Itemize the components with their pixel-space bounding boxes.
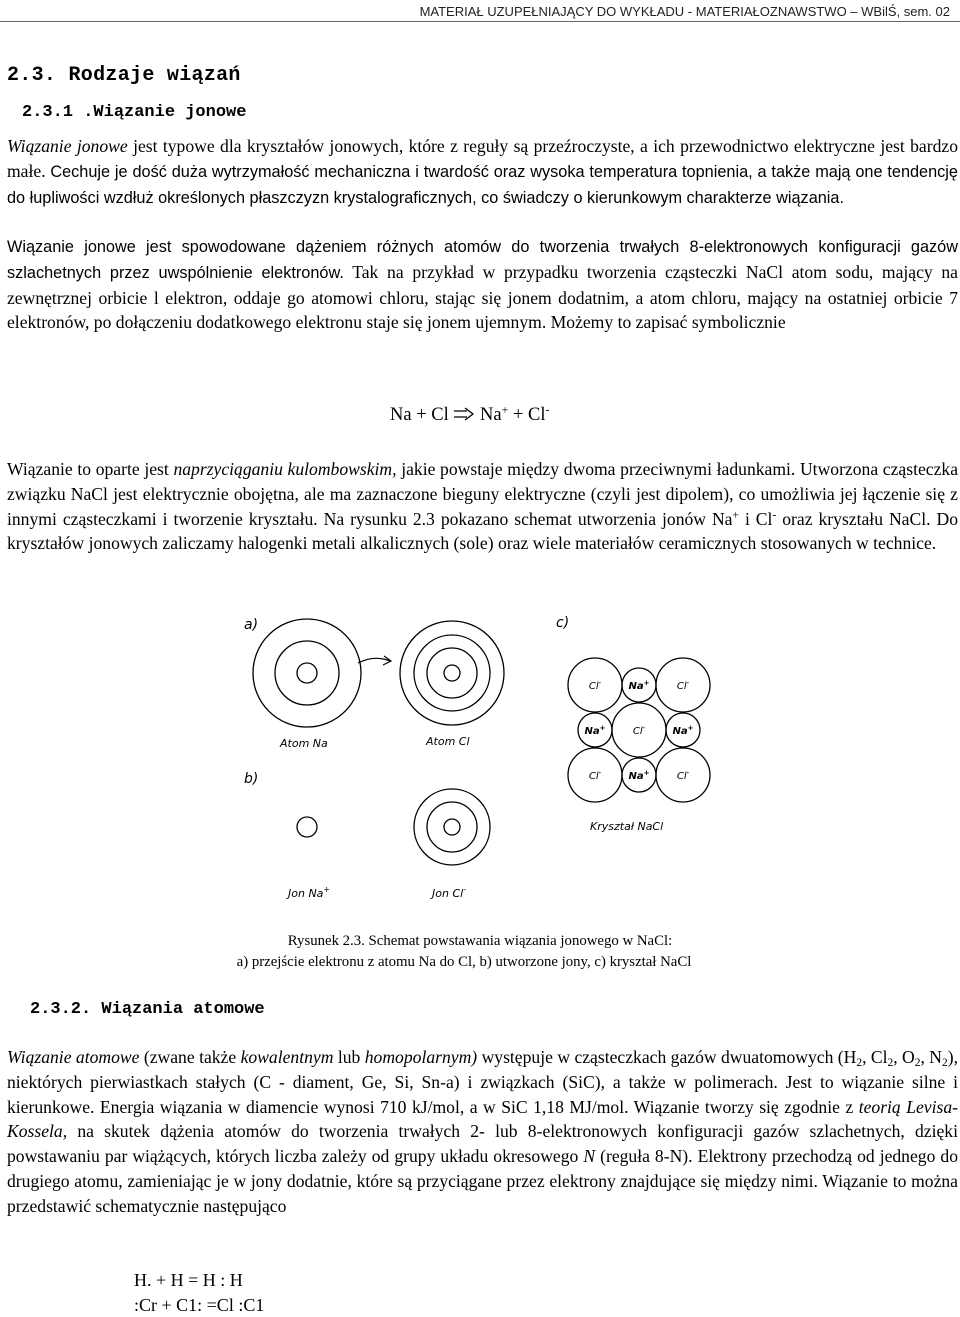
subscript: 2: [856, 1056, 863, 1069]
na-text: Na: [628, 771, 644, 782]
crystal-na-label: [629, 679, 650, 692]
cl-charge: -: [642, 724, 646, 732]
text-run: ), niektórych pierwiastkach stałych (C - diament, Ge, Si, Sn-a) i związkach (SiC), a także w polimerach. Jest to wiązanie silne i kierunkowe. Energia wiązania w diamencie wynosi 710 kJ/mol, a w SiC 1,18 MJ/mol. Wiązanie tworzy się zgodnie z: [7, 1047, 958, 1117]
cl-charge: -: [686, 679, 690, 687]
crystal-cl-label: [633, 724, 646, 737]
na-charge: +: [643, 679, 650, 687]
text-run: (zwane także: [139, 1047, 241, 1067]
term-ionic-bond: Wiązanie jonowe: [7, 136, 128, 156]
text-run: (reguła 8-N). Elektrony przechodzą od jednego do drugiego atomu, zamieniając je w jony dodatnie, które są przyciągane przez elektrony znajdujące się między nimi. Wiązanie to można przedstawić schematycznie następująco: [7, 1146, 958, 1216]
text-run: oraz kryształu NaCl. Do kryształów jonowych zaliczamy halogenki metali alkalicznych (sole) oraz wiele materiałów ceramicznych stosowanych w technice.: [7, 508, 958, 554]
text-run: , Cl: [862, 1047, 888, 1067]
header-rule: [0, 21, 960, 22]
crystal-cl-label: [589, 769, 602, 782]
paragraph-ionic-1-text: jest typowe dla kryształów jonowych, które z reguły są przeźroczyste, a ich przewodnictwo elektryczne jest bardzo małe.: [7, 136, 958, 181]
cl-text: Cl: [588, 771, 599, 782]
superscript: +: [732, 509, 739, 522]
superscript: -: [772, 509, 777, 522]
na-text: Na: [672, 726, 688, 737]
ion-na-text: Jon Na: [288, 887, 324, 900]
figure-caption: [0, 931, 960, 973]
term-atomic-bond: Wiązanie atomowe: [7, 1047, 140, 1067]
term-covalent: kowalentnym: [240, 1047, 334, 1067]
crystal-ion-labels: [585, 679, 694, 782]
ion-na-diagram: [297, 817, 317, 837]
text-run: na skutek dążenia atomów do tworzenia trwałych 2- lub 8-elektronowych konfiguracji gazów szlachetnych, dzięki powstawaniu par wiążących, których liczba zależy od grupy układu okresowego: [7, 1121, 958, 1167]
subscript: 2: [914, 1056, 921, 1069]
na-text: Na: [584, 726, 600, 737]
implies-arrow-icon: [453, 407, 475, 421]
na-text: Na: [628, 681, 644, 692]
section-title: 2.3. Rodzaje wiązań: [7, 64, 241, 87]
paragraph-ionic-2-text: Tak na przykład w przypadku tworzenia cząsteczki NaCl atom sodu, mający na zewnętrznej orbicie l elektron, oddaje go atomowi chloru, stając się jonem dodatnim, a atom chloru, mający na ostatniej orbicie 7 elektronów, po dołączeniu dodatkowego elektronu staje się jonem ujemnym. Możemy to zapisać symbolicznie: [7, 261, 958, 333]
text-run: występuje w cząsteczkach gazów dwuatomowych (H: [477, 1047, 857, 1067]
equation-cl-charge: -: [545, 402, 550, 417]
paragraph-ionic-1: [7, 134, 958, 210]
cl-text: Cl: [676, 681, 687, 692]
equation-na-charge: +: [501, 402, 509, 417]
atom-cl-diagram: [400, 621, 504, 725]
paragraph-ionic-2-sans: Wiązanie jonowe jest spowodowane dążeniem różnych atomów do tworzenia trwałych 8-elektronowych konfiguracji gazów szlachetnych przez uwspólnienie elektronów.: [7, 238, 958, 282]
caption-crystal-nacl: Kryształ NaCl: [590, 820, 664, 833]
equation-reactants: Na + Cl: [390, 405, 449, 425]
na-charge: +: [643, 769, 650, 777]
cl-charge: -: [598, 679, 602, 687]
paragraph-ionic-3: [7, 457, 958, 556]
subsection-title-ionic: 2.3.1 .Wiązanie jonowe: [22, 103, 247, 122]
cl-charge: -: [598, 769, 602, 777]
equation-product-cl: + Cl: [508, 405, 546, 425]
text-run: , N: [920, 1047, 942, 1067]
figure-nacl-ionic-bond: [230, 605, 694, 925]
crystal-na-label: [585, 724, 606, 737]
term-group-n: N: [583, 1146, 596, 1167]
caption-atom-cl: Atom Cl: [426, 735, 470, 748]
figure-label-c: c): [556, 615, 570, 631]
na-charge: +: [687, 724, 694, 732]
caption-atom-na: Atom Na: [280, 737, 328, 750]
ion-na-charge: +: [323, 885, 331, 894]
caption-ion-cl: [430, 885, 466, 900]
ion-cl-text: Jon Cl: [432, 887, 464, 900]
text-run: i Cl: [738, 508, 773, 529]
term-homopolar: homopolarnym): [364, 1047, 478, 1067]
caption-line-2: a) przejście elektronu z atomu Na do Cl, b) utworzone jony, c) kryształ NaCl: [236, 954, 692, 970]
atom-na-diagram: [253, 619, 361, 727]
crystal-na-label: [673, 724, 694, 737]
crystal-na-label: [629, 769, 650, 782]
subsection-title-covalent: 2.3.2. Wiązania atomowe: [30, 1000, 265, 1019]
equation-product-na: Na: [479, 405, 502, 425]
cl-text: Cl: [632, 726, 643, 737]
term-lewis-kossel-theory: teorią Levisa-Kossela,: [7, 1096, 959, 1142]
crystal-cl-label: [589, 679, 602, 692]
na-charge: +: [599, 724, 606, 732]
paragraph-ionic-1-sans: Cechuje je dość duża wytrzymałość mechaniczna i twardość oraz wysoka temperatura topnienia, a także mają one tendencję do łupliwości wzdłuż określonych płaszczyzn krystalograficznych, co świadczy o kierunkowym charakterze wiązania.: [7, 162, 958, 207]
covalent-equation-cl: :Cr + C1: =Cl :C1: [134, 1295, 265, 1315]
text-run: Wiązanie to oparte jest: [7, 459, 174, 479]
cl-text: Cl: [588, 681, 599, 692]
caption-ion-na: [286, 885, 330, 900]
electron-transfer-arrow-icon: [358, 658, 390, 663]
paragraph-ionic-2: [7, 234, 958, 335]
paragraph-covalent: [7, 1045, 958, 1219]
covalent-equation-h: H. + H = H : H: [134, 1270, 243, 1290]
page-header: MATERIAŁ UZUPEŁNIAJĄCY DO WYKŁADU - MATERIAŁOZNAWSTWO – WBilŚ, sem. 02: [419, 4, 950, 19]
text-run: lub: [333, 1047, 365, 1067]
cl-text: Cl: [676, 771, 687, 782]
term-coulomb-attraction: naprzyciąganiu kulombowskim,: [173, 459, 397, 479]
cl-charge: -: [686, 769, 690, 777]
ion-cl-charge: -: [463, 885, 467, 894]
text-run: , O: [893, 1047, 915, 1067]
text-run: jakie powstaje między dwoma przeciwnymi ładunkami. Utworzona cząsteczka związku NaCl jest elektrycznie obojętna, ale ma zaznaczone bieguny elektryczne (czyli jest dipolem), co umożliwia jej łączenie się z innymi cząsteczkami i tworzenie kryształu. Na rysunku 2.3 pokazano schemat utworzenia jonów Na: [7, 459, 958, 529]
subscript: 2: [887, 1056, 894, 1069]
crystal-cl-label: [677, 679, 690, 692]
ionic-equation: [390, 402, 550, 426]
caption-line-1: Rysunek 2.3. Schemat powstawania wiązania jonowego w NaCl:: [287, 933, 673, 949]
crystal-cl-label: [677, 769, 690, 782]
ion-cl-diagram: [414, 789, 490, 865]
figure-label-b: b): [244, 771, 259, 787]
figure-label-a: a): [244, 617, 259, 633]
subscript: 2: [942, 1056, 948, 1069]
